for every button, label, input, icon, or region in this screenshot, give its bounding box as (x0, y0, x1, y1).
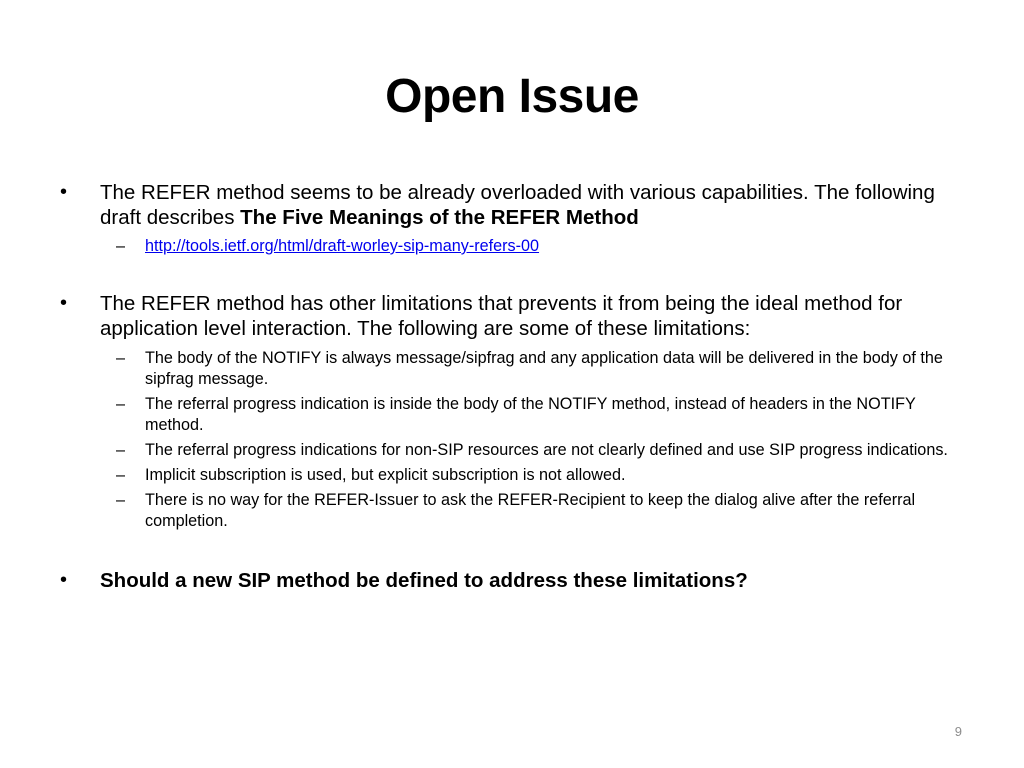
page-number: 9 (954, 724, 962, 739)
sub-item-limitation (58, 490, 968, 532)
slide-title: Open Issue (385, 70, 639, 123)
bullet-icon: • (60, 569, 68, 591)
sub-item-text: The referral progress indications for non-SIP resources are not clearly defined and use SIP progress indications. (145, 441, 948, 459)
dash-icon: – (116, 491, 126, 509)
dash-icon: – (116, 237, 126, 255)
sub-item-text: The referral progress indication is inside the body of the NOTIFY method, instead of headers in the NOTIFY method. (145, 395, 916, 434)
slide-body (58, 180, 968, 593)
sub-list (58, 348, 968, 532)
bullet-item-question (58, 568, 968, 593)
sub-item-limitation (58, 465, 968, 486)
question-text: Should a new SIP method be defined to address these limitations? (100, 569, 748, 592)
sub-item-limitation (58, 394, 968, 436)
dash-icon: – (116, 395, 126, 413)
sub-item-text: There is no way for the REFER-Issuer to ask the REFER-Recipient to keep the dialog alive after the referral completion. (145, 491, 916, 530)
dash-icon: – (116, 466, 126, 484)
sub-item-text: Implicit subscription is used, but explicit subscription is not allowed. (145, 466, 626, 484)
sub-item-draft-link (58, 236, 968, 257)
bullet-text: The REFER method has other limitations that prevents it from being the ideal method for application level interaction. The following are some of these limitations: (100, 292, 903, 340)
bullet-icon: • (60, 181, 68, 203)
bullet-item-refer-overloaded (58, 180, 968, 230)
sub-item-text: The body of the NOTIFY is always message/sipfrag and any application data will be delivered in the body of the sipfrag message. (145, 349, 943, 388)
bullet-text: The REFER method seems to be already overloaded with various capabilities. The following draft describes (100, 181, 935, 229)
sub-item-limitation (58, 440, 968, 461)
draft-link[interactable]: http://tools.ietf.org/html/draft-worley-sip-many-refers-00 (145, 237, 540, 255)
dash-icon: – (116, 349, 126, 367)
sub-list (58, 236, 968, 257)
dash-icon: – (116, 441, 126, 459)
sub-item-limitation (58, 348, 968, 390)
bullet-icon: • (60, 292, 68, 314)
bullet-bold-text: The Five Meanings of the REFER Method (240, 206, 639, 229)
bullet-item-refer-limitations (58, 291, 968, 341)
